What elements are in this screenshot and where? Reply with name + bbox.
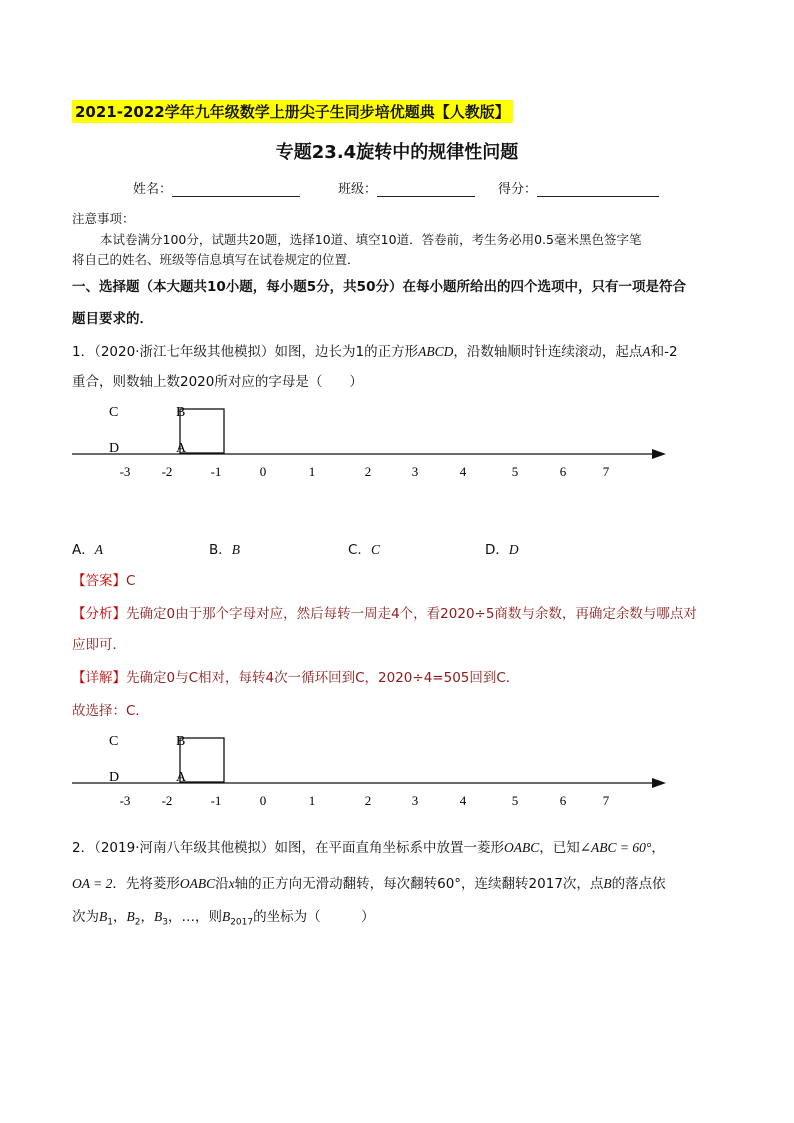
q2-line-3 bbox=[72, 907, 375, 933]
tick-label: 2 bbox=[364, 793, 372, 808]
tick-label: 1 bbox=[308, 793, 316, 808]
tick-label: -1 bbox=[210, 793, 222, 808]
q2-b2: B bbox=[126, 909, 135, 924]
notice-line-1: 本试卷满分100分，试题共20题，选择10道、填空10道．答卷前，考生务必用0.5毫米黑色签字笔 bbox=[100, 232, 642, 247]
class-field[interactable] bbox=[338, 178, 475, 197]
choose-line: 故选择：C． bbox=[72, 703, 149, 719]
score-label: 得分： bbox=[498, 182, 538, 197]
option-value: A bbox=[94, 542, 103, 557]
answer-line bbox=[72, 571, 135, 591]
analysis-text: 先确定0由于那个字母对应，然后每转一周走4个，看2020÷5商数与余数，再确定余数与哪点对 bbox=[126, 606, 697, 622]
score-line[interactable] bbox=[537, 182, 659, 197]
q2-x-axis: x bbox=[228, 876, 235, 891]
q1-line-1-mid: ，沿数轴顺时针连续滚动，起点 bbox=[453, 344, 643, 360]
q2-sep: ， bbox=[112, 909, 127, 925]
q2-b3-sub: 3 bbox=[162, 917, 168, 928]
q2-line-1 bbox=[72, 838, 665, 858]
notice-heading: 注意事项： bbox=[72, 211, 135, 226]
q2-ellipsis: ，…，则 bbox=[167, 909, 222, 925]
q2-sep: ， bbox=[140, 909, 154, 925]
corner-label-d: D bbox=[109, 441, 120, 456]
tick-label: 6 bbox=[559, 464, 567, 479]
q2-line-2 bbox=[72, 874, 666, 894]
tick-label: 3 bbox=[411, 464, 419, 479]
tick-label: 6 bbox=[559, 793, 567, 808]
number-line-figure-1 bbox=[60, 395, 680, 485]
corner-label-b: B bbox=[176, 734, 186, 749]
q2-line-3-prefix: 次为 bbox=[72, 909, 99, 925]
tick-label: 2 bbox=[364, 464, 372, 479]
q2-line-2-mid2: 沿 bbox=[215, 876, 229, 892]
option-value: B bbox=[231, 542, 241, 557]
corner-label-c: C bbox=[109, 734, 119, 749]
corner-label-a: A bbox=[176, 770, 187, 785]
option-a[interactable] bbox=[72, 540, 103, 560]
q2-b2017-sub: 2017 bbox=[230, 917, 254, 928]
number-line-figure-2 bbox=[60, 724, 680, 814]
q2-line-2-end: 的落点依 bbox=[611, 876, 666, 892]
analysis-line-1 bbox=[72, 604, 697, 624]
corner-label-b: B bbox=[176, 405, 186, 420]
page-title: 专题23.4旋转中的规律性问题 bbox=[275, 142, 519, 163]
tick-label: 0 bbox=[259, 464, 267, 479]
q2-b1-sub: 1 bbox=[107, 917, 113, 928]
q2-line-2-suffix: 轴的正方向无滑动翻转，每次翻转60°，连续翻转2017次，点 bbox=[234, 876, 604, 892]
square-shape bbox=[180, 409, 224, 453]
tick-label: 3 bbox=[411, 793, 419, 808]
q2-rhombus-label: OABC bbox=[504, 840, 540, 855]
score-field[interactable] bbox=[498, 178, 659, 197]
q2-line-2-mid1: ．先将菱形 bbox=[112, 876, 180, 892]
tick-label: -3 bbox=[119, 793, 131, 808]
detail-text: 先确定0与C相对，每转4次一循环回到C，2020÷4=505回到C． bbox=[126, 670, 520, 686]
tick-label: -2 bbox=[161, 464, 173, 479]
tick-labels bbox=[120, 464, 610, 479]
analysis-line-2: 应即可． bbox=[72, 637, 126, 653]
tick-label: 5 bbox=[511, 464, 519, 479]
section-heading-line-2: 题目要求的． bbox=[72, 311, 153, 327]
notice-line-2: 将自己的姓名、班级等信息填写在试卷规定的位置． bbox=[72, 252, 360, 267]
q2-line-1-prefix: 2．（2019·河南八年级其他模拟）如图，在平面直角坐标系中放置一菱形 bbox=[72, 840, 504, 856]
q1-line-1-suffix: 和-2 bbox=[650, 344, 678, 360]
q2-angle: ∠ABC = 60° bbox=[579, 840, 652, 855]
q2-point-b: B bbox=[603, 876, 612, 891]
option-key: A． bbox=[72, 542, 95, 558]
tick-label: 7 bbox=[602, 464, 610, 479]
option-d[interactable] bbox=[485, 540, 519, 560]
q1-line-1-prefix: 1．（2020·浙江七年级其他模拟）如图，边长为1的正方形 bbox=[72, 344, 419, 360]
tick-label: -3 bbox=[119, 464, 131, 479]
name-line[interactable] bbox=[172, 182, 300, 197]
axis-arrow bbox=[652, 778, 666, 788]
tick-label: 5 bbox=[511, 793, 519, 808]
q2-line-3-suffix: 的坐标为（ ） bbox=[253, 909, 375, 925]
tick-label: 1 bbox=[308, 464, 316, 479]
tick-label: 4 bbox=[459, 464, 467, 479]
option-value: C bbox=[370, 542, 380, 557]
option-b[interactable] bbox=[209, 540, 240, 560]
corner-label-c: C bbox=[109, 405, 119, 420]
tick-label: 4 bbox=[459, 793, 467, 808]
option-c[interactable] bbox=[348, 540, 380, 560]
tick-label: -2 bbox=[161, 793, 173, 808]
tick-labels bbox=[120, 793, 610, 808]
square-shape bbox=[180, 738, 224, 782]
q2-b1: B bbox=[99, 909, 108, 924]
header-banner: 2021-2022学年九年级数学上册尖子生同步培优题典【人教版】 bbox=[72, 100, 513, 123]
q1-line-2: 重合，则数轴上数2020所对应的字母是（ ） bbox=[72, 374, 363, 390]
option-key: B． bbox=[209, 542, 232, 558]
q2-oa: OA = 2 bbox=[72, 876, 113, 891]
tick-label: 0 bbox=[259, 793, 267, 808]
option-key: C． bbox=[348, 542, 371, 558]
tick-label: 7 bbox=[602, 793, 610, 808]
q1-point-a: A bbox=[642, 344, 651, 359]
corner-label-a: A bbox=[176, 441, 187, 456]
name-field[interactable] bbox=[133, 178, 300, 197]
tick-label: -1 bbox=[210, 464, 222, 479]
class-label: 班级： bbox=[338, 182, 378, 197]
option-value: D bbox=[508, 542, 519, 557]
q2-b3: B bbox=[153, 909, 163, 924]
analysis-label: 【分析】 bbox=[72, 606, 126, 622]
q1-square-label: ABCD bbox=[418, 344, 454, 359]
q2-b2017: B bbox=[221, 909, 231, 924]
option-key: D． bbox=[485, 542, 509, 558]
q2-rhombus-label-2: OABC bbox=[179, 876, 216, 891]
q2-b2-sub: 2 bbox=[134, 917, 141, 928]
answer-label: 【答案】 bbox=[72, 573, 126, 589]
answer-value: C bbox=[126, 573, 136, 589]
name-label: 姓名： bbox=[133, 182, 173, 197]
q2-line-1-suffix: ， bbox=[651, 840, 665, 856]
detail-line bbox=[72, 668, 519, 688]
q2-line-1-mid: ，已知 bbox=[539, 840, 580, 856]
q1-line-1 bbox=[72, 342, 678, 362]
section-heading-line-1: 一、选择题（本大题共10小题，每小题5分，共50分）在每小题所给出的四个选项中，只有一项是符合 bbox=[72, 279, 686, 295]
corner-label-d: D bbox=[109, 770, 120, 785]
class-line[interactable] bbox=[377, 182, 475, 197]
axis-arrow bbox=[652, 449, 666, 459]
detail-label: 【详解】 bbox=[72, 670, 126, 686]
